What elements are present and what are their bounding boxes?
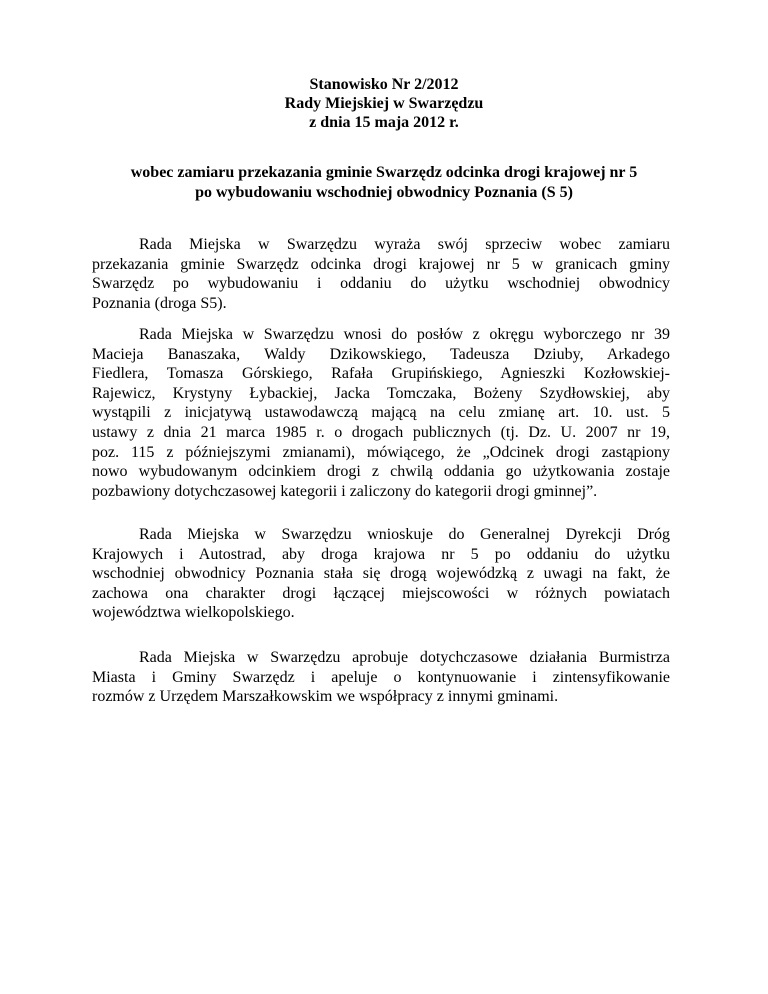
document-date: z dnia 15 maja 2012 r. xyxy=(309,114,459,131)
paragraph-line: wystąpili z inicjatywą ustawodawczą mającą na celu zmianę art. 10. ust. 5 xyxy=(92,404,670,422)
paragraph-line: Rada Miejska w Swarzędzu wnioskuje do Generalnej Dyrekcji Dróg xyxy=(139,526,670,543)
paragraph-line: rozmów z Urzędem Marszałkowskim we współpracy z innymi gminami. xyxy=(92,688,559,706)
paragraph-line: Macieja Banaszaka, Waldy Dzikowskiego, Tadeusza Dziuby, Arkadego xyxy=(92,345,670,363)
paragraph-line: Rada Miejska w Swarzędzu wyraża swój sprzeciw wobec zamiaru xyxy=(139,236,670,253)
paragraph-line: Swarzędz po wybudowaniu i oddaniu do użytku wschodniej obwodnicy xyxy=(92,275,670,293)
paragraph-line: poz. 115 z późniejszymi zmianami), mówiącego, że „Odcinek drogi zastąpiony xyxy=(92,443,670,461)
paragraph-line: województwa wielkopolskiego. xyxy=(92,604,295,622)
paragraph-line: zachowa ona charakter drogi łączącej miejscowości w różnych powiatach xyxy=(92,584,670,602)
document-header xyxy=(0,75,768,132)
document-title: Stanowisko Nr 2/2012 xyxy=(309,76,459,93)
paragraph-line: wschodniej obwodnicy Poznania stała się drogą wojewódzką z uwagi na fakt, że xyxy=(92,565,670,583)
paragraph-3 xyxy=(92,525,670,623)
paragraph-line: pozbawiony dotychczasowej kategorii i zaliczony do kategorii drogi gminnej”. xyxy=(92,482,598,500)
subject-line: wobec zamiaru przekazania gminie Swarzędz odcinka drogi krajowej nr 5 xyxy=(130,164,638,181)
paragraph-2 xyxy=(92,325,670,501)
paragraph-line: Fiedlera, Tomasza Górskiego, Rafała Grupińskiego, Agnieszki Kozłowskiej- xyxy=(92,365,670,383)
paragraph-line: Rada Miejska w Swarzędzu wnosi do posłów z okręgu wyborczego nr 39 xyxy=(139,326,670,343)
issuing-body: Rady Miejskiej w Swarzędzu xyxy=(284,95,484,112)
paragraph-4 xyxy=(92,648,670,707)
paragraph-1 xyxy=(92,235,670,313)
subject-line: po wybudowaniu wschodniej obwodnicy Poznania (S 5) xyxy=(195,184,573,201)
paragraph-line: przekazania gminie Swarzędz odcinka drogi krajowej nr 5 w granicach gminy xyxy=(92,255,670,273)
paragraph-line: Krajowych i Autostrad, aby droga krajowa nr 5 po oddaniu do użytku xyxy=(92,545,670,563)
paragraph-line: Miasta i Gminy Swarzędz i apeluje o kontynuowanie i zintensyfikowanie xyxy=(92,668,670,686)
paragraph-line: ustawy z dnia 21 marca 1985 r. o drogach publicznych (tj. Dz. U. 2007 nr 19, xyxy=(92,423,670,441)
paragraph-line: Rajewicz, Krystyny Łybackiej, Jacka Tomczaka, Bożeny Szydłowskiej, aby xyxy=(92,384,670,402)
paragraph-line: Rada Miejska w Swarzędzu aprobuje dotychczasowe działania Burmistrza xyxy=(139,649,670,666)
document-subject xyxy=(0,163,768,203)
paragraph-line: Poznania (droga S5). xyxy=(92,294,227,312)
paragraph-line: nowo wybudowanym odcinkiem drogi z chwilą oddania go użytkowania zostaje xyxy=(92,463,670,481)
